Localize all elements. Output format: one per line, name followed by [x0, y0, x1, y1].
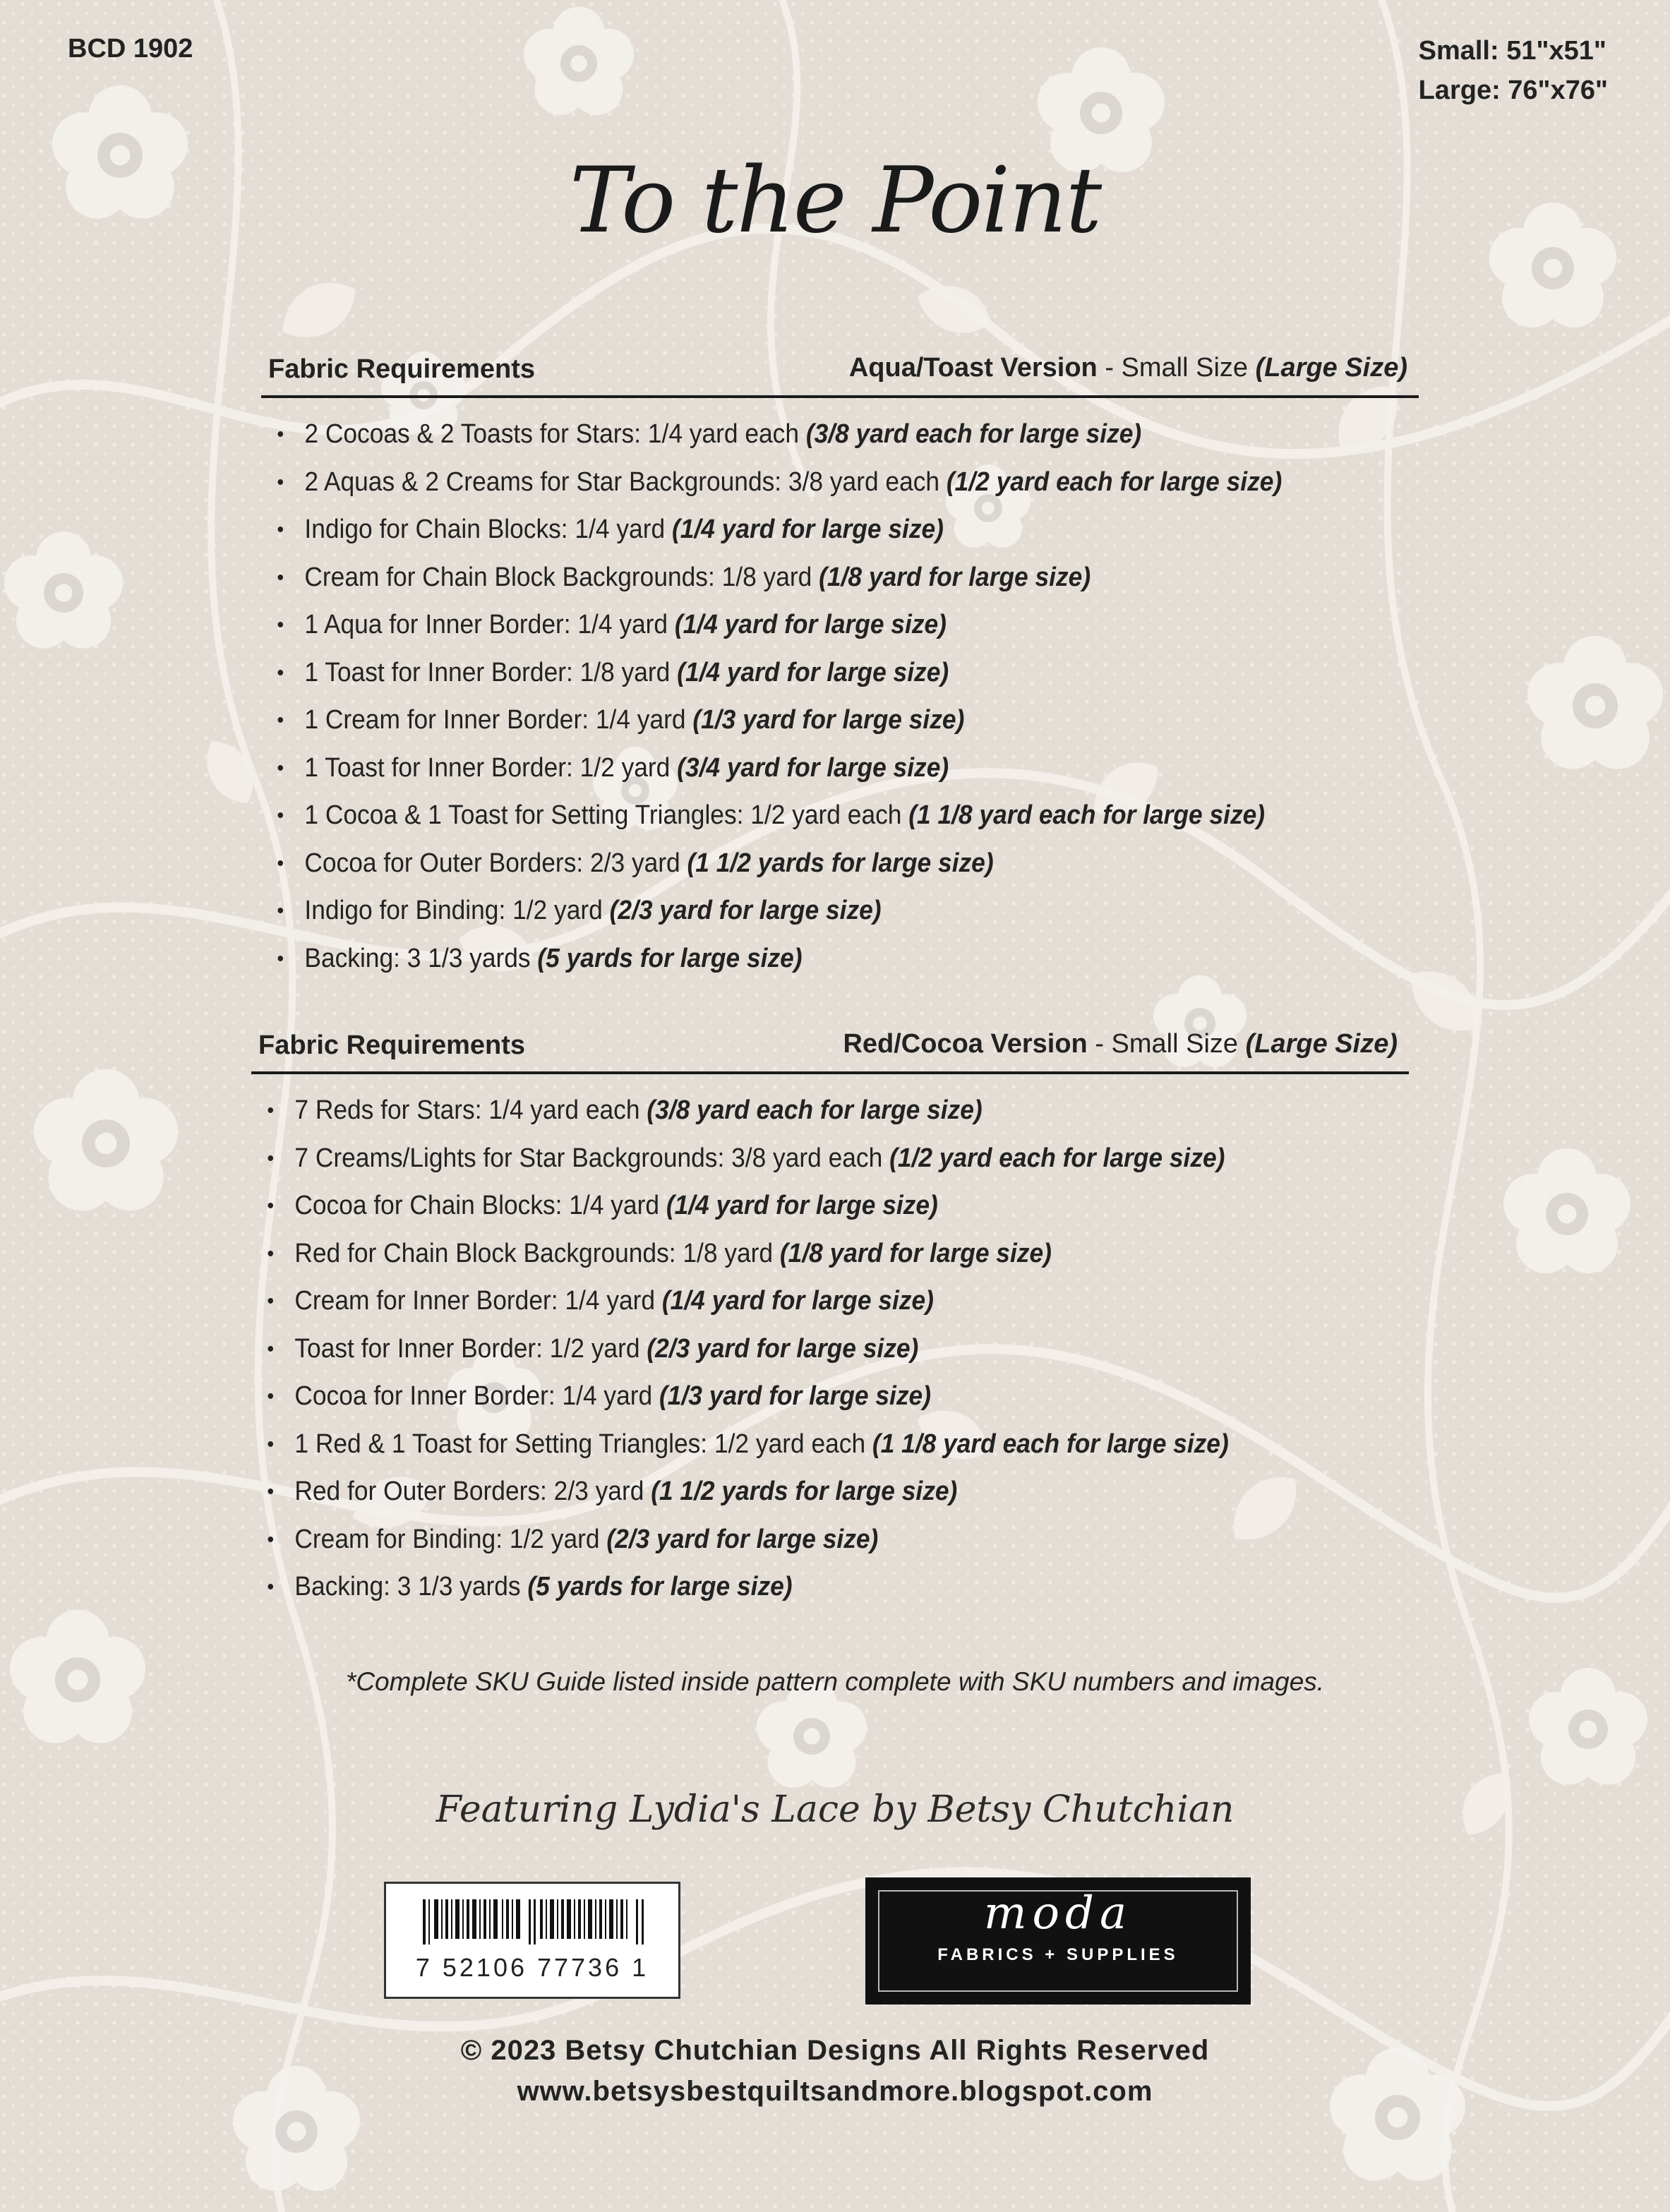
item-text: Red for Chain Block Backgrounds: 1/8 yard — [294, 1238, 774, 1268]
list-item — [261, 745, 1338, 793]
item-large-size: (5 yards for large size) — [527, 1572, 793, 1601]
item-large-size: (3/8 yard each for large size) — [805, 419, 1142, 449]
item-large-size: (1 1/2 yards for large size) — [687, 848, 994, 878]
item-text: 1 Toast for Inner Border: 1/2 yard — [304, 752, 671, 783]
item-text: Cream for Inner Border: 1/4 yard — [294, 1286, 656, 1316]
barcode-icon — [423, 1899, 646, 1944]
fabric-requirements-red-cocoa — [251, 1023, 1409, 1611]
version-name: Aqua/Toast Version — [848, 353, 1098, 383]
bullet-icon: • — [277, 518, 284, 541]
item-large-size: (1/2 yard each for large size) — [889, 1143, 1225, 1173]
item-large-size: (1/3 yard for large size) — [659, 1381, 931, 1411]
list-item — [261, 554, 1338, 602]
small-size-label: Small Size — [1121, 353, 1249, 383]
version-name: Red/Cocoa Version — [843, 1029, 1088, 1059]
item-large-size: (2/3 yard for large size) — [606, 1524, 879, 1554]
version-separator: - — [1087, 1029, 1112, 1059]
list-item — [251, 1182, 1328, 1230]
item-large-size: (1/4 yard for large size) — [671, 515, 944, 544]
list-item — [251, 1135, 1328, 1183]
version-label — [849, 353, 1407, 383]
item-text: 7 Creams/Lights for Star Backgrounds: 3/8 yard each — [294, 1143, 883, 1173]
footer — [0, 2030, 1670, 2112]
bullet-icon: • — [267, 1385, 275, 1408]
list-item — [251, 1087, 1328, 1135]
barcode-box — [384, 1882, 680, 1999]
requirements-list — [251, 1087, 1409, 1611]
item-text: 7 Reds for Stars: 1/4 yard each — [294, 1095, 640, 1125]
bullet-icon: • — [277, 804, 284, 827]
list-item — [251, 1373, 1328, 1421]
quilt-sizes — [1419, 31, 1608, 110]
moda-logo — [865, 1877, 1251, 2004]
section-rule — [251, 1071, 1409, 1074]
small-size-label: Small Size — [1111, 1029, 1239, 1059]
item-text: Backing: 3 1/3 yards — [294, 1572, 521, 1601]
item-large-size: (1/4 yard for large size) — [677, 657, 949, 687]
list-item — [261, 887, 1338, 935]
copyright: © 2023 Betsy Chutchian Designs All Rights Reserved — [460, 2035, 1210, 2066]
item-text: 1 Toast for Inner Border: 1/8 yard — [304, 657, 671, 687]
bullet-icon: • — [267, 1337, 275, 1361]
item-text: Cocoa for Outer Borders: 2/3 yard — [304, 848, 680, 878]
bullet-icon: • — [267, 1480, 275, 1503]
list-item — [251, 1516, 1328, 1564]
bullet-icon: • — [267, 1432, 275, 1456]
list-item — [251, 1421, 1328, 1469]
fabric-requirements-aqua-toast — [261, 347, 1419, 982]
item-large-size: (2/3 yard for large size) — [609, 896, 882, 925]
bullet-icon: • — [277, 613, 284, 637]
bullet-icon: • — [267, 1575, 275, 1599]
website-link[interactable]: www.betsysbestquiltsandmore.blogspot.com — [517, 2076, 1153, 2107]
item-text: Indigo for Chain Blocks: 1/4 yard — [304, 515, 666, 544]
item-large-size: (3/8 yard each for large size) — [647, 1095, 983, 1125]
item-large-size: (1/2 yard each for large size) — [946, 467, 1282, 497]
item-text: Red for Outer Borders: 2/3 yard — [294, 1477, 644, 1506]
bullet-icon: • — [277, 709, 284, 732]
item-text: Cream for Binding: 1/2 yard — [294, 1524, 600, 1554]
bullet-icon: • — [277, 946, 284, 970]
list-item — [261, 601, 1338, 649]
list-item — [251, 1468, 1328, 1516]
item-large-size: (2/3 yard for large size) — [647, 1333, 919, 1364]
bullet-icon: • — [277, 756, 284, 780]
item-large-size: (1/4 yard for large size) — [674, 610, 947, 639]
bullet-icon: • — [277, 899, 284, 922]
list-item — [261, 792, 1338, 840]
large-size-label: (Large Size) — [1255, 353, 1407, 383]
item-text: 1 Cocoa & 1 Toast for Setting Triangles: 1/2 yard each — [304, 800, 902, 830]
list-item — [251, 1563, 1328, 1611]
bullet-icon: • — [267, 1290, 275, 1313]
bullet-icon: • — [267, 1242, 275, 1266]
item-text: 2 Aquas & 2 Creams for Star Backgrounds: 3/8 yard each — [304, 467, 940, 497]
list-item — [261, 506, 1338, 554]
list-item — [261, 459, 1338, 507]
section-header — [251, 1023, 1409, 1069]
bullet-icon: • — [277, 565, 284, 589]
item-text: 2 Cocoas & 2 Toasts for Stars: 1/4 yard each — [304, 419, 800, 449]
item-large-size: (1/3 yard for large size) — [692, 705, 965, 735]
requirements-list — [261, 411, 1419, 982]
item-text: 1 Aqua for Inner Border: 1/4 yard — [304, 610, 668, 639]
item-large-size: (1 1/2 yards for large size) — [651, 1477, 958, 1506]
bullet-icon: • — [277, 851, 284, 875]
item-large-size: (5 yards for large size) — [537, 943, 803, 973]
item-large-size: (1 1/8 yard each for large size) — [908, 800, 1266, 830]
item-text: 1 Red & 1 Toast for Setting Triangles: 1/2 yard each — [294, 1429, 866, 1459]
item-text: Toast for Inner Border: 1/2 yard — [294, 1333, 640, 1364]
item-text: Indigo for Binding: 1/2 yard — [304, 896, 603, 925]
section-rule — [261, 395, 1419, 398]
item-large-size: (1/4 yard for large size) — [666, 1191, 938, 1220]
barcode-digits: 7 52106 77736 1 — [415, 1953, 649, 1982]
list-item — [261, 935, 1338, 983]
pattern-code: BCD 1902 — [68, 34, 193, 64]
large-size-label: (Large Size) — [1245, 1029, 1398, 1059]
pattern-title: To the Point — [569, 148, 1101, 253]
bullet-icon: • — [277, 423, 284, 446]
bullet-icon: • — [267, 1194, 275, 1218]
list-item — [261, 840, 1338, 888]
item-large-size: (1/8 yard for large size) — [779, 1238, 1052, 1268]
bullet-icon: • — [267, 1146, 275, 1170]
item-large-size: (3/4 yard for large size) — [677, 752, 949, 783]
section-header — [261, 347, 1419, 392]
item-large-size: (1/4 yard for large size) — [661, 1286, 934, 1316]
item-text: Cream for Chain Block Backgrounds: 1/8 yard — [304, 562, 812, 592]
bullet-icon: • — [277, 661, 284, 685]
list-item — [261, 697, 1338, 745]
size-small: Small: 51"x51" — [1418, 36, 1606, 66]
version-label — [843, 1029, 1398, 1059]
item-text: Cocoa for Chain Blocks: 1/4 yard — [294, 1191, 659, 1220]
version-separator: - — [1097, 353, 1122, 383]
moda-logo-word: moda — [983, 1887, 1133, 1940]
list-item — [251, 1230, 1328, 1278]
list-item — [251, 1278, 1328, 1326]
list-item — [261, 649, 1338, 697]
section-heading: Fabric Requirements — [268, 354, 535, 384]
item-text: 1 Cream for Inner Border: 1/4 yard — [304, 705, 686, 735]
item-text: Backing: 3 1/3 yards — [304, 943, 531, 973]
bullet-icon: • — [267, 1099, 275, 1122]
sku-note: *Complete SKU Guide listed inside pattern complete with SKU numbers and images. — [345, 1667, 1325, 1696]
size-large: Large: 76"x76" — [1418, 76, 1608, 105]
bullet-icon: • — [267, 1527, 275, 1551]
moda-logo-subtitle: FABRICS + SUPPLIES — [937, 1945, 1179, 1964]
featuring-line: Featuring Lydia's Lace by Betsy Chutchian — [435, 1789, 1235, 1831]
section-heading: Fabric Requirements — [258, 1030, 525, 1060]
item-text: Cocoa for Inner Border: 1/4 yard — [294, 1381, 653, 1411]
list-item — [261, 411, 1338, 459]
bullet-icon: • — [277, 470, 284, 494]
list-item — [251, 1326, 1328, 1374]
item-large-size: (1 1/8 yard each for large size) — [872, 1429, 1229, 1459]
item-large-size: (1/8 yard for large size) — [819, 562, 1091, 592]
